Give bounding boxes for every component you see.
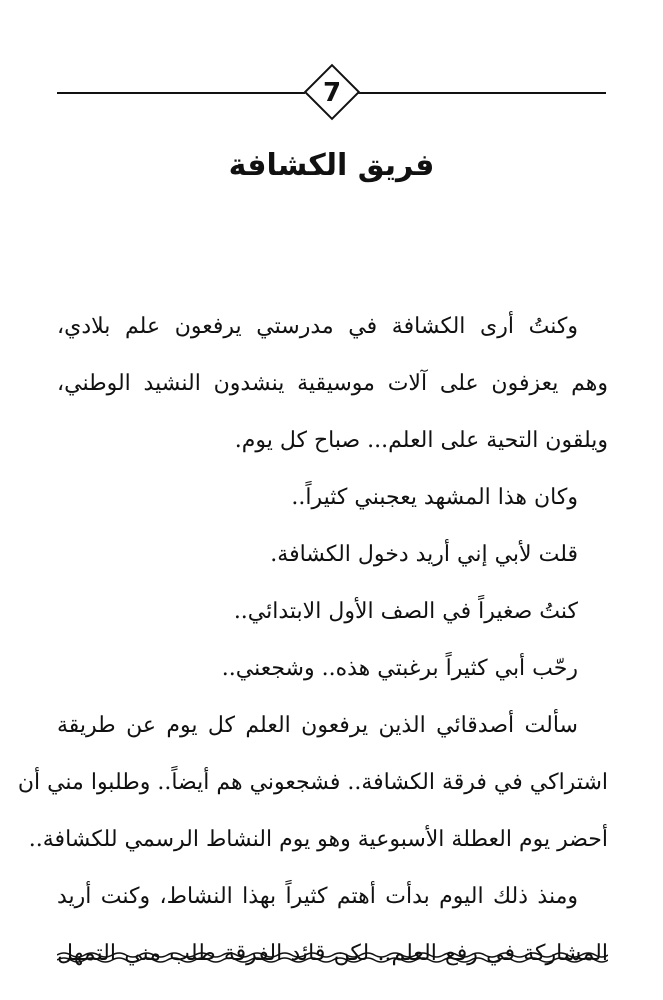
text-line: ويلقون التحية على العلم... صباح كل يوم. xyxy=(234,428,608,453)
text-line: قلت لأبي إني أريد دخول الكشافة. xyxy=(270,542,578,567)
text-line: سألت أصدقائي الذين يرفعون العلم كل يوم عن طريقة xyxy=(57,713,578,738)
wave-line-top xyxy=(57,953,608,957)
footer-wave-divider xyxy=(57,950,608,964)
wave-line-bottom xyxy=(57,958,608,962)
text-line: وكان هذا المشهد يعجبني كثيراً.. xyxy=(291,485,578,510)
text-line: ومنذ ذلك اليوم بدأت أهتم كثيراً بهذا النشاط، وكنت أريد xyxy=(57,884,578,909)
text-line: وكنتُ أرى الكشافة في مدرستي يرفعون علم بلادي، xyxy=(57,314,578,339)
chapter-number: 7 xyxy=(322,78,342,108)
text-line: المشاركة في رفع العلم.. لكن قائد الفرقة طلب مني التمهل xyxy=(57,941,608,966)
chapter-title: فريق الكشافة xyxy=(228,148,435,183)
text-line: رحّب أبي كثيراً برغبتي هذه.. وشجعني.. xyxy=(221,656,578,681)
text-line: وهم يعزفون على آلات موسيقية ينشدون النشيد الوطني، xyxy=(57,371,608,396)
text-line: كنتُ صغيراً في الصف الأول الابتدائي.. xyxy=(233,599,578,624)
header-rule-right xyxy=(358,92,606,94)
story-text xyxy=(17,298,608,982)
header-rule-left xyxy=(57,92,305,94)
text-line: أحضر يوم العطلة الأسبوعية وهو يوم النشاط الرسمي للكشافة.. xyxy=(28,827,608,852)
text-line: اشتراكي في فرقة الكشافة.. فشجعوني هم أيضاً.. وطلبوا مني أن xyxy=(17,770,608,795)
